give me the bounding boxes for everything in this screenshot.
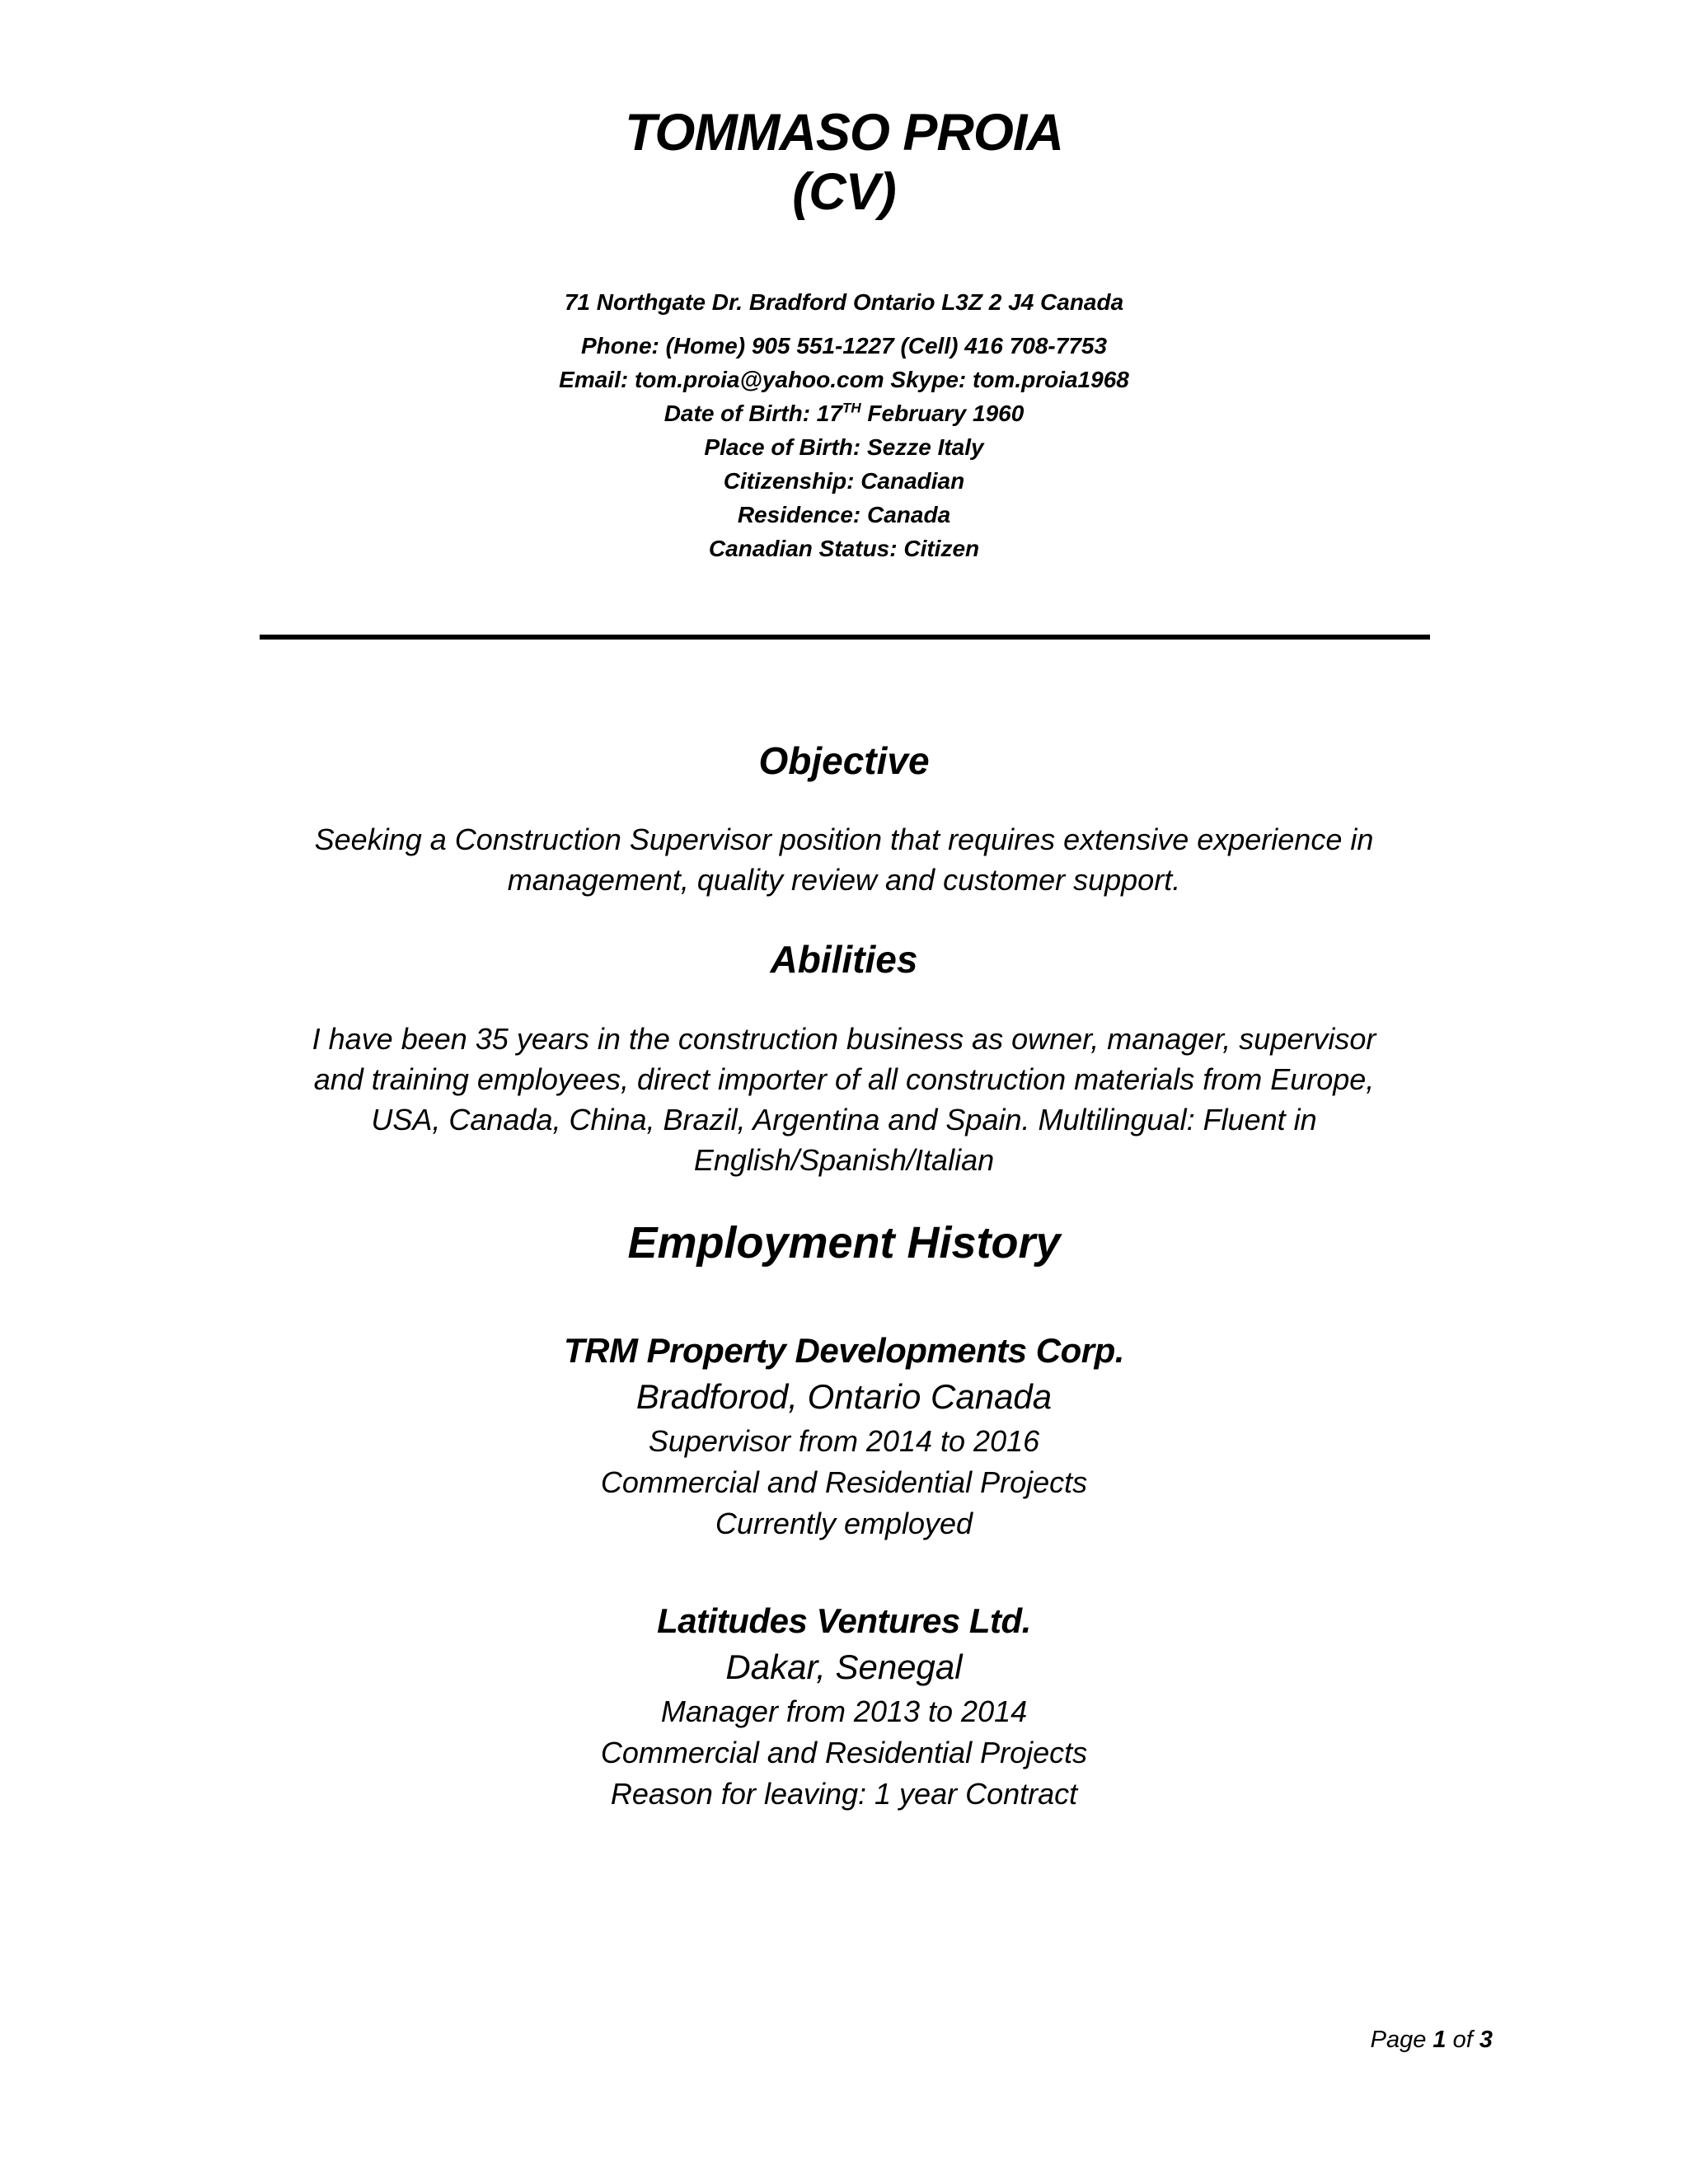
job-company: TRM Property Developments Corp. [564,1331,1124,1370]
phone: Phone: (Home) 905 551-1227 (Cell) 416 708-7753 [580,333,1108,359]
employment-heading: Employment History [627,1218,1061,1268]
contact-block [0,285,1688,565]
job-detail: Manager from 2013 to 2014 [660,1694,1028,1728]
job-detail: Currently employed [715,1507,973,1540]
job-detail: Commercial and Residential Projects [600,1465,1088,1499]
abilities-line: USA, Canada, China, Brazil, Argentina and Spain. Multilingual: Fluent in [371,1103,1317,1137]
citizenship: Citizenship: Canadian [723,468,965,494]
job-detail: Reason for leaving: 1 year Contract [610,1777,1078,1811]
objective-line: Seeking a Construction Supervisor position that requires extensive experience in [314,823,1374,856]
email: Email: tom.proia@yahoo.com Skype: tom.proia1968 [559,367,1129,392]
total-pages: 3 [1479,2027,1493,2053]
cv-subtitle: (CV) [792,163,896,221]
place-of-birth: Place of Birth: Sezze Italy [704,434,984,460]
objective-line: management, quality review and customer support. [507,863,1181,897]
of-word: of [1452,2027,1473,2053]
abilities-text [0,1019,1688,1180]
abilities-heading: Abilities [770,938,918,981]
job-company: Latitudes Ventures Ltd. [657,1601,1031,1640]
job-detail: Commercial and Residential Projects [600,1736,1088,1769]
current-page: 1 [1432,2027,1447,2053]
abilities-line: and training employees, direct importer of all construction materials from Europe, [313,1062,1375,1096]
horizontal-divider [260,635,1430,640]
canadian-status: Canadian Status: Citizen [708,536,980,561]
page-word: Page [1370,2027,1427,2053]
residence: Residence: Canada [737,502,951,527]
page-number [1371,2025,1493,2055]
dob-superscript: TH [842,400,861,416]
job-detail: Supervisor from 2014 to 2016 [648,1424,1040,1458]
candidate-name: TOMMASO PROIA [625,104,1063,162]
name-header [0,103,1688,222]
objective-heading: Objective [758,739,930,782]
abilities-line: I have been 35 years in the construction business as owner, manager, supervisor [312,1022,1376,1056]
address: 71 Northgate Dr. Bradford Ontario L3Z 2 J4 Canada [564,289,1124,315]
date-of-birth [0,396,1688,430]
job-entry [0,1599,1688,1815]
job-location: Dakar, Senegal [725,1647,963,1686]
dob-suffix: February 1960 [860,401,1025,426]
abilities-line: English/Spanish/Italian [693,1143,995,1177]
job-entry [0,1329,1688,1544]
objective-text [0,819,1688,900]
job-location: Bradforod, Ontario Canada [635,1377,1053,1416]
dob-prefix: Date of Birth: 17 [663,401,842,426]
